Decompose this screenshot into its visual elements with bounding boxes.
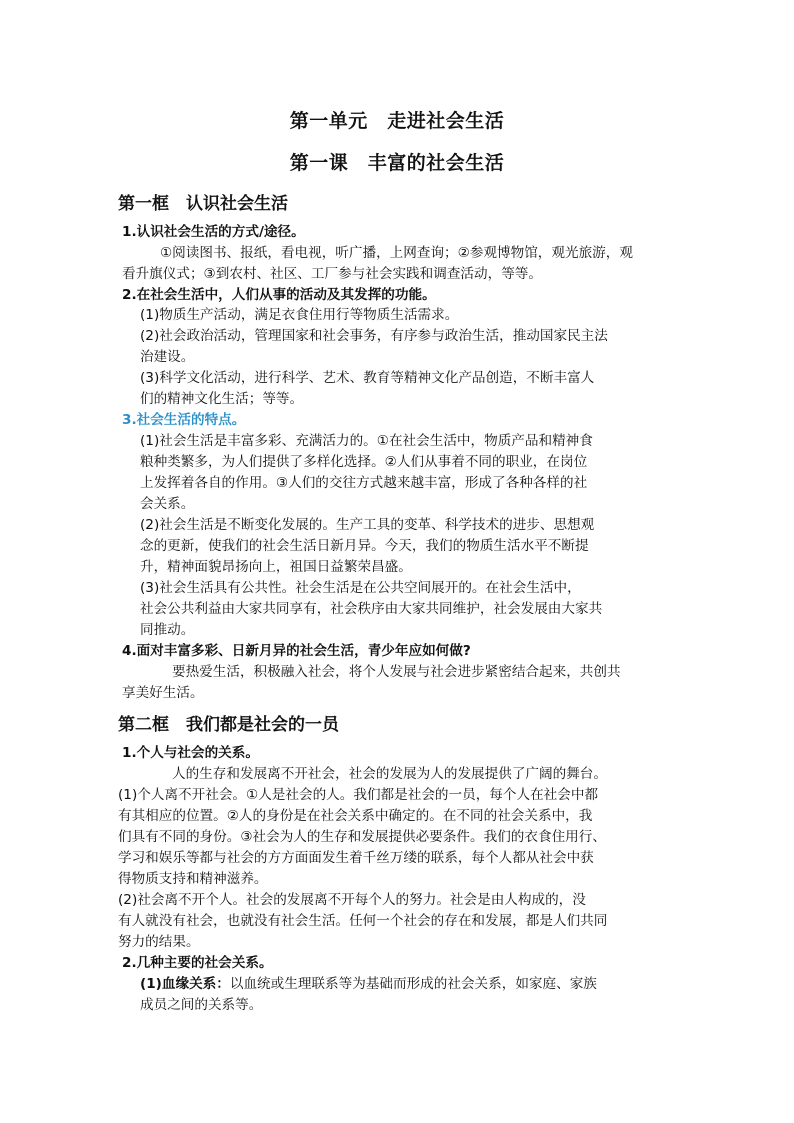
q4-text-line: 享美好生活。 xyxy=(122,685,204,701)
q2-text-line: 们的精神文化生活；等等。 xyxy=(140,391,304,407)
q1-text-line: ①阅读图书、报纸，看电视，听广播，上网查询；②参观博物馆，观光旅游，观 xyxy=(160,245,633,261)
q2-text-line: (1)物质生产活动，满足衣食住用行等物质生活需求。 xyxy=(140,307,459,323)
q2-text-line: (2)社会政治活动，管理国家和社会事务，有序参与政治生活，推动国家民主法 xyxy=(140,328,608,344)
q3-text-line: (2)社会生活是不断变化发展的。生产工具的变革、科学技术的进步、思想观 xyxy=(140,517,595,533)
p1-heading: 1.个人与社会的关系。 xyxy=(122,745,259,761)
q2-text-line: (3)科学文化活动，进行科学、艺术、教育等精神文化产品创造，不断丰富人 xyxy=(140,370,595,386)
q4-heading: 4.面对丰富多彩、日新月异的社会生活，青少年应如何做? xyxy=(122,643,471,659)
q3-text-line: 会关系。 xyxy=(140,496,195,512)
p1-text-line: (2)社会离不开个人。社会的发展离不开每个人的努力。社会是由人构成的，没 xyxy=(118,892,586,908)
q3-text-line: 同推动。 xyxy=(140,622,195,638)
q2-heading: 2.在社会生活中，人们从事的活动及其发挥的功能。 xyxy=(122,287,436,303)
p1-text-line: 努力的结果。 xyxy=(118,934,200,950)
p1-text-line: 们具有不同的身份。③社会为人的生存和发展提供必要条件。我们的衣食住用行、 xyxy=(118,829,606,845)
q3-text-line: 上发挥着各自的作用。③人们的交往方式越来越丰富，形成了各种各样的社 xyxy=(140,475,588,491)
q3-text-line: 升，精神面貌昂扬向上，祖国日益繁荣昌盛。 xyxy=(140,559,412,575)
p1-text-line: (1)个人离不开社会。①人是社会的人。我们都是社会的一员，每个人在社会中都 xyxy=(118,787,599,803)
section2-heading: 第二框 我们都是社会的一员 xyxy=(118,715,339,735)
p1-text-line: 有其相应的位置。②人的身份是在社会关系中确定的。在不同的社会关系中，我 xyxy=(118,808,593,824)
q3-text-line: (3)社会生活具有公共性。社会生活是在公共空间展开的。在社会生活中， xyxy=(140,580,581,596)
p1-text-line: 有人就没有社会，也就没有社会生活。任何一个社会的存在和发展，都是人们共同 xyxy=(118,913,608,929)
unit-title: 第一单元 走进社会生活 xyxy=(289,110,505,132)
p2-text-line: 成员之间的关系等。 xyxy=(140,997,263,1013)
blood-relation-desc: 以血统或生理联系等为基础而形成的社会关系，如家庭、家族 xyxy=(229,976,597,992)
p2-text-line xyxy=(140,974,597,994)
q3-text-line: 粮种类繁多，为人们提供了多样化选择。②人们从事着不同的职业，在岗位 xyxy=(140,454,588,470)
q3-text-line: 社会公共利益由大家共同享有，社会秩序由大家共同维护，社会发展由大家共 xyxy=(140,601,603,617)
q1-text-line: 看升旗仪式；③到农村、社区、工厂参与社会实践和调查活动，等等。 xyxy=(122,266,542,282)
q2-text-line: 治建设。 xyxy=(140,349,195,365)
p1-text-line: 得物质支持和精神滋养。 xyxy=(118,871,268,887)
section1-heading: 第一框 认识社会生活 xyxy=(118,194,288,214)
q3-text-line: (1)社会生活是丰富多彩、充满活力的。①在社会生活中，物质产品和精神食 xyxy=(140,433,593,449)
lesson-title: 第一课 丰富的社会生活 xyxy=(289,152,505,174)
p1-text-line: 人的生存和发展离不开社会，社会的发展为人的发展提供了广阔的舞台。 xyxy=(172,766,607,782)
q1-heading: 1.认识社会生活的方式/途径。 xyxy=(122,224,305,240)
p1-text-line: 学习和娱乐等都与社会的方方面面发生着千丝万缕的联系，每个人都从社会中获 xyxy=(118,850,594,866)
q3-text-line: 念的更新，使我们的社会生活日新月异。今天，我们的物质生活水平不断提 xyxy=(140,538,589,554)
q4-text-line: 要热爱生活，积极融入社会，将个人发展与社会进步紧密结合起来，共创共 xyxy=(172,664,621,680)
q3-heading: 3.社会生活的特点。 xyxy=(122,412,246,428)
blood-relation-term: (1)血缘关系： xyxy=(140,976,230,992)
p2-heading: 2.几种主要的社会关系。 xyxy=(122,955,273,971)
